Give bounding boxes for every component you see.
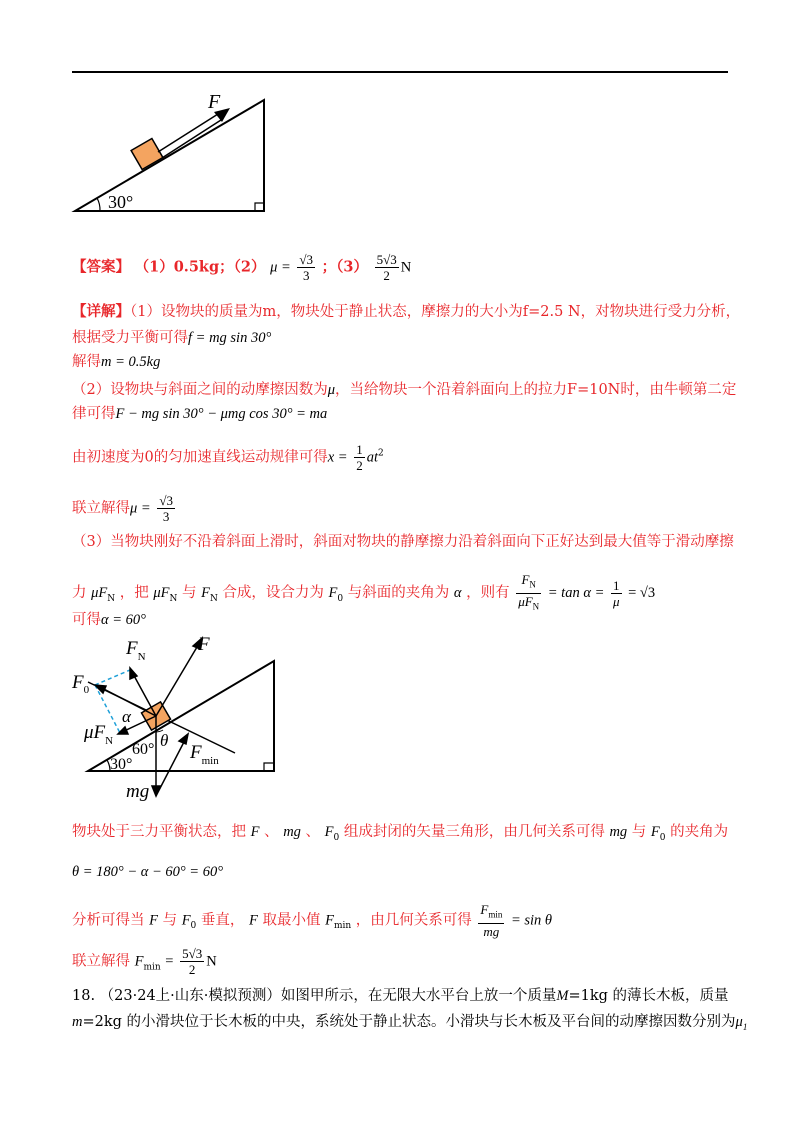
exponent: 2 xyxy=(377,448,384,459)
detail-text-9a: 力 xyxy=(72,585,87,602)
sub-0: 0 xyxy=(333,832,340,843)
incline-triangle-2 xyxy=(88,661,274,771)
sub-N: N xyxy=(209,593,218,604)
detail-line-14 xyxy=(72,946,217,977)
inverse-mu-fraction xyxy=(611,578,622,609)
detail-line-7 xyxy=(72,493,177,524)
frac-num: 5√3 xyxy=(376,252,397,267)
symbol-alpha: α xyxy=(453,585,462,602)
symbol-Fmin: F xyxy=(134,953,144,970)
ratio-fraction xyxy=(516,572,541,614)
frac-num: 1 xyxy=(356,442,363,457)
sub-N: N xyxy=(169,593,178,604)
question-18-line-2 xyxy=(72,1012,747,1037)
frac-num: 5√3 xyxy=(182,946,203,961)
detail-line-6 xyxy=(72,442,384,473)
detail-text-1: （1）设物块的质量为m，物块处于静止状态，摩擦力的大小为f=2.5 N，对物块进行受力分析， xyxy=(130,304,741,320)
equation-tan: = tan α = xyxy=(547,585,605,602)
label-F0-sub: 0 xyxy=(83,684,90,696)
sub-N: N xyxy=(107,593,116,604)
equation-mass: m = 0.5kg xyxy=(101,354,161,370)
frac-den: 2 xyxy=(356,458,363,473)
equation-at: at xyxy=(366,449,378,466)
detail-line-10 xyxy=(72,610,146,630)
detail-text-11a: 物块处于三力平衡状态，把 xyxy=(72,824,246,840)
angle-label: 30° xyxy=(108,192,134,212)
sub-N: N xyxy=(529,579,536,590)
frac-num: F xyxy=(521,572,530,587)
frac-den: 3 xyxy=(162,509,170,524)
separator: 、 xyxy=(305,824,321,840)
detail-text-9c: 与 xyxy=(181,585,197,602)
detail-text-14: 联立解得 xyxy=(72,953,130,970)
detail-text-9e: 与斜面的夹角为 xyxy=(347,585,450,602)
q18-text-1b: =1kg 的薄长木板，质量 xyxy=(568,988,729,1004)
detail-text-2: 根据受力平衡可得 xyxy=(72,330,188,346)
label-muFN xyxy=(83,722,113,747)
equation-newton: F − mg sin 30° − μmg cos 30° = ma xyxy=(115,406,328,422)
symbol-F: F xyxy=(149,912,158,929)
frac-num: 1 xyxy=(611,578,622,594)
detail-text-4b: ，当给物块一个沿着斜面向上的拉力F=10N时，由牛顿第二定 xyxy=(335,382,737,398)
label-Fmin-main: F xyxy=(190,742,202,763)
frac-num: F xyxy=(480,902,489,917)
angle-arc xyxy=(97,198,100,211)
fmin-ratio-fraction xyxy=(478,902,504,939)
frac-den: 2 xyxy=(383,268,390,283)
symbol-mu1: μ xyxy=(735,1014,743,1030)
detail-text-7: 联立解得 xyxy=(72,500,130,517)
q18-text-1: 18. （23·24上·山东·模拟预测）如图甲所示，在无限大水平台上放一个质量 xyxy=(72,988,557,1004)
label-F: F xyxy=(198,634,210,655)
mu-fraction xyxy=(157,493,175,524)
dashed-side-1 xyxy=(95,670,130,685)
arrow-F0-head xyxy=(95,685,106,693)
equals: = xyxy=(165,953,174,970)
sub-0: 0 xyxy=(337,593,344,604)
page-top-rule xyxy=(72,71,728,73)
detail-text-5: 律可得 xyxy=(72,406,116,422)
unit-N: N xyxy=(206,953,217,970)
detail-text-11f: 的夹角为 xyxy=(670,824,729,840)
label-theta: θ xyxy=(160,731,169,750)
equation-theta: θ = 180° − α − 60° = 60° xyxy=(72,864,224,880)
sub-0: 0 xyxy=(659,832,666,843)
symbol-muFN: μF xyxy=(91,585,108,602)
symbol-mu: μ xyxy=(327,382,336,398)
arrow-FN-head xyxy=(130,668,137,679)
sub-min: min xyxy=(488,909,503,920)
separator: 、 xyxy=(264,824,279,840)
frac-den: mg xyxy=(483,923,500,939)
label-F0-main: F xyxy=(72,672,84,693)
answer-tag: 【答案】 xyxy=(72,258,130,276)
right-angle-mark-2 xyxy=(264,763,274,771)
detail-text-9b: ，把 xyxy=(119,585,149,602)
detail-line-9 xyxy=(72,572,655,614)
symbol-F0: F xyxy=(324,824,334,840)
q18-text-2: =2kg 的小滑块位于长木板的中央，系统处于静止状态。小滑块与长木板及平台间的动摩擦因数分别为 xyxy=(82,1014,736,1030)
symbol-muFN: μF xyxy=(153,585,170,602)
symbol-F0: F xyxy=(650,824,660,840)
detail-line-8 xyxy=(72,532,734,552)
label-FN-sub: N xyxy=(137,651,146,663)
detail-text-13e: ，由几何关系可得 xyxy=(355,912,472,929)
sub-N: N xyxy=(532,601,540,612)
label-60: 60° xyxy=(132,741,155,758)
frac-num: √3 xyxy=(159,493,173,508)
sub-1: 1 xyxy=(742,1021,748,1032)
symbol-mg: mg xyxy=(609,824,628,840)
symbol-FN: F xyxy=(201,585,210,602)
frac-den: 2 xyxy=(188,962,196,977)
force-arrow-line-2 xyxy=(162,120,221,158)
detail-line-13 xyxy=(72,902,552,939)
equation-sin: = sin θ xyxy=(510,912,553,929)
label-Fmin-sub: min xyxy=(201,755,219,767)
label-muFN-sub: N xyxy=(105,735,114,747)
equation-mu: μ = xyxy=(130,500,151,517)
detail-text-3: 解得 xyxy=(72,354,101,370)
sub-0: 0 xyxy=(190,921,197,932)
frac-den: 3 xyxy=(302,268,310,283)
detail-line-1 xyxy=(72,302,740,322)
detail-text-9f: ，则有 xyxy=(466,585,510,602)
detail-line-2 xyxy=(72,328,271,348)
arrow-Fmin-head xyxy=(179,734,188,744)
detail-text-13b: 与 xyxy=(162,912,178,929)
label-FN-main: F xyxy=(126,638,138,659)
answer-part1: （1）0.5kg；（2） xyxy=(134,258,266,276)
detail-text-13a: 分析可得当 xyxy=(72,912,145,929)
answer-unit: N xyxy=(400,259,412,276)
label-muFN-main: μF xyxy=(84,722,106,743)
sub-min: min xyxy=(333,921,352,932)
question-18-line-1 xyxy=(72,986,729,1006)
equation-friction: f = mg sin 30° xyxy=(188,330,272,346)
symbol-F0: F xyxy=(328,585,338,602)
detail-text-11d: 组成封闭的矢量三角形，由几何关系可得 xyxy=(343,824,605,840)
detail-text-11e: 与 xyxy=(631,824,647,840)
right-angle-mark xyxy=(255,203,264,211)
equation-sqrt3: = √3 xyxy=(628,585,656,602)
label-alpha: α xyxy=(122,707,131,726)
sub-min: min xyxy=(143,962,161,973)
frac-num: √3 xyxy=(299,252,314,267)
answer-sep: ；（3） xyxy=(321,258,368,276)
answer-mu: μ = xyxy=(270,259,291,276)
detail-text-4a: （2）设物块与斜面之间的动摩擦因数为 xyxy=(72,382,328,398)
frac-den: μF xyxy=(518,593,533,609)
force-diagram xyxy=(60,630,300,805)
answer-mu-fraction xyxy=(297,252,315,283)
detail-line-5 xyxy=(72,404,327,424)
incline-figure xyxy=(60,90,290,220)
label-F0 xyxy=(71,672,90,696)
detail-text-13d: 取最小值 xyxy=(262,912,321,929)
detail-text-10: 可得 xyxy=(72,612,101,628)
arrow-F xyxy=(156,642,200,716)
symbol-F: F xyxy=(249,912,258,929)
label-mg: mg xyxy=(126,781,150,802)
fmin-value-fraction xyxy=(180,946,204,977)
detail-line-3 xyxy=(72,352,160,372)
equation-x: x = xyxy=(327,449,348,466)
force-label: F xyxy=(208,91,221,113)
symbol-F: F xyxy=(250,824,260,840)
detail-text-9d: 合成，设合力为 xyxy=(222,585,324,602)
detail-line-4 xyxy=(72,380,736,400)
label-FN xyxy=(125,638,146,663)
equation-alpha: α = 60° xyxy=(101,612,146,628)
incline-triangle xyxy=(75,100,264,211)
block xyxy=(131,138,163,169)
frac-den: μ xyxy=(612,593,620,609)
symbol-M: M xyxy=(556,988,569,1004)
symbol-m: m xyxy=(72,1014,83,1030)
symbol-F0: F xyxy=(181,912,191,929)
label-Fmin xyxy=(189,742,219,767)
symbol-Fmin: F xyxy=(325,912,334,929)
half-fraction xyxy=(354,442,365,473)
detail-line-11 xyxy=(72,822,728,848)
detail-text-13c: 垂直， xyxy=(200,912,245,929)
detail-tag: 【详解】 xyxy=(72,303,130,320)
answer-force-fraction xyxy=(375,252,399,283)
label-30: 30° xyxy=(110,756,133,773)
symbol-mg: mg xyxy=(283,824,301,840)
detail-text-6: 由初速度为0的匀加速直线运动规律可得 xyxy=(72,449,328,466)
detail-text-8: （3）当物块刚好不沿着斜面上滑时，斜面对物块的静摩擦力沿着斜面向下正好达到最大值等于滑动摩擦 xyxy=(72,534,734,550)
answer-line xyxy=(72,252,411,283)
